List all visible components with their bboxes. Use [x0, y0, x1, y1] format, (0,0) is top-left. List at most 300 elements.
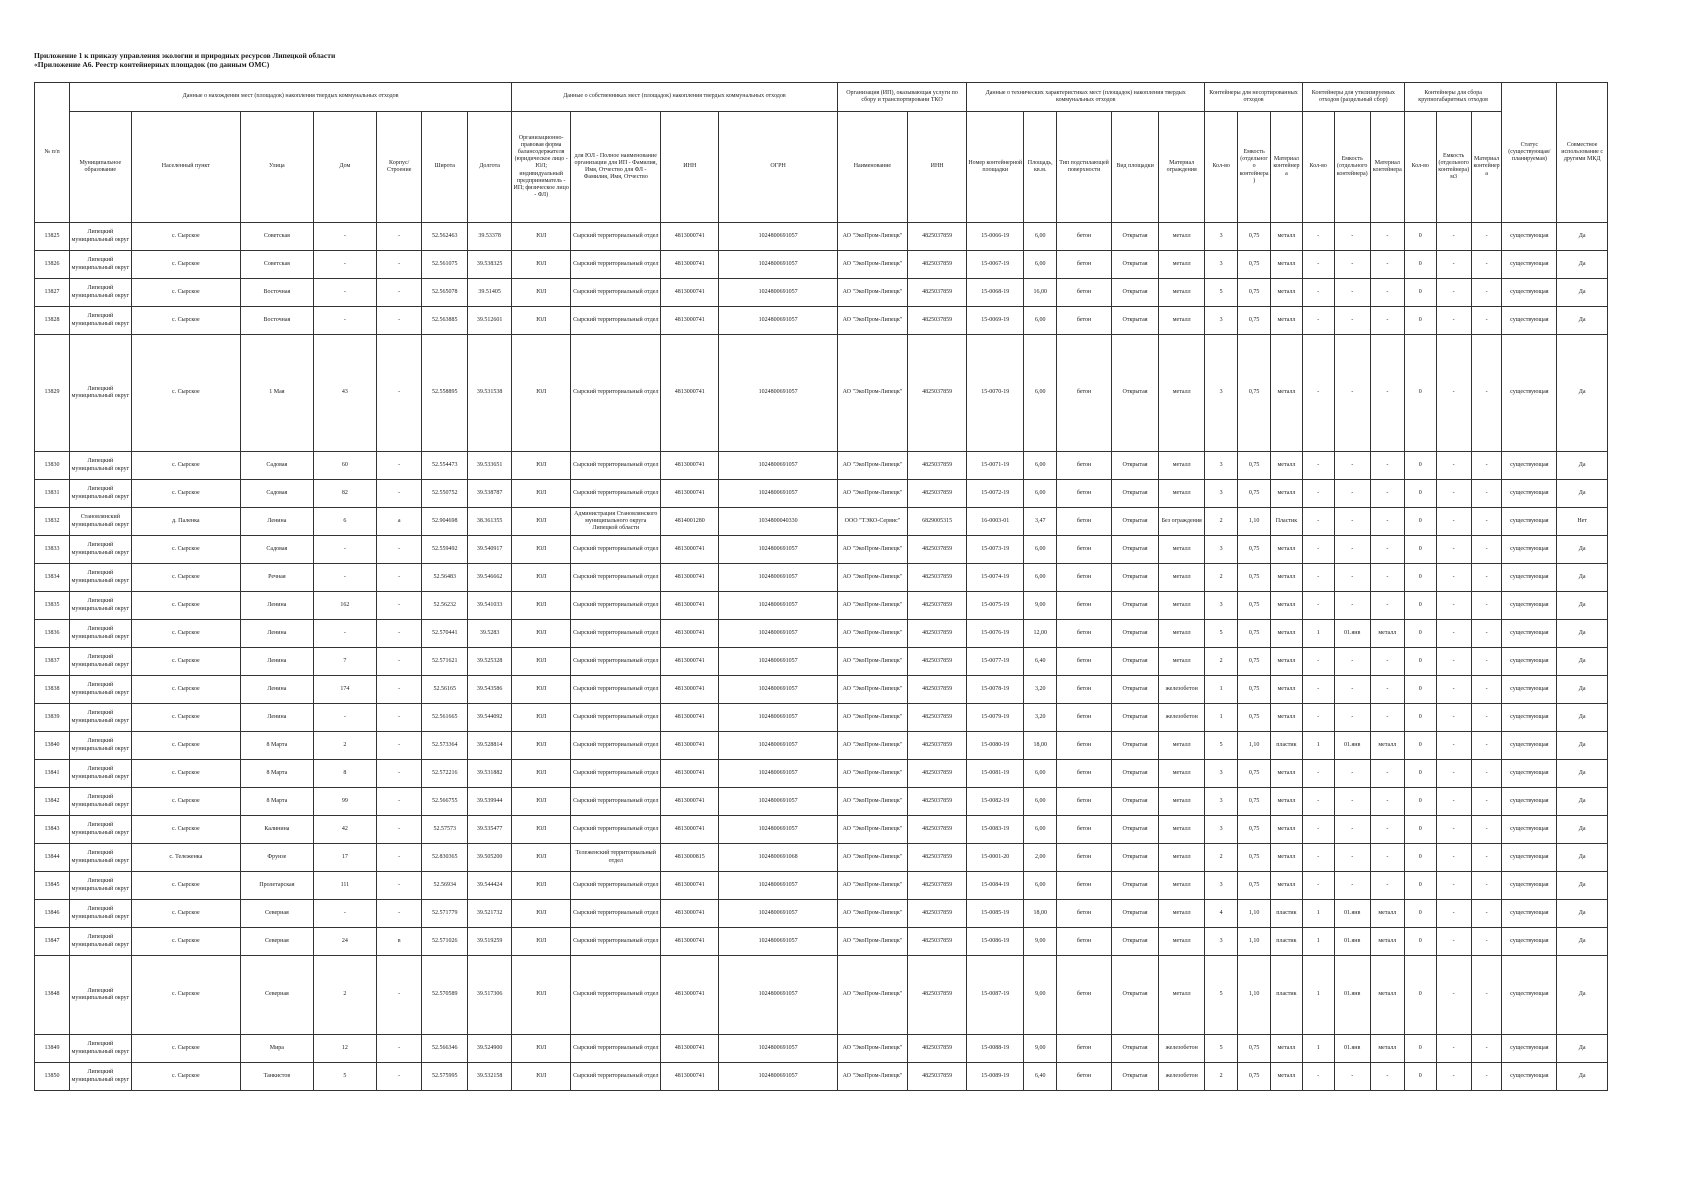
cell-org-form: ЮЛ: [512, 307, 571, 335]
cell-recyclable-mat: -: [1370, 816, 1404, 844]
cell-shared: Да: [1557, 307, 1608, 335]
cell-fence: металл: [1159, 760, 1205, 788]
cell-shared: Да: [1557, 251, 1608, 279]
cell-building: -: [377, 872, 422, 900]
cell-unsorted-mat: металл: [1271, 648, 1303, 676]
table-row: [35, 732, 1608, 760]
cell-shared: Да: [1557, 564, 1608, 592]
cell-ogrn: 1024800691057: [719, 928, 837, 956]
cell-street: 1 Мая: [241, 335, 313, 452]
cell-org-form: ЮЛ: [512, 592, 571, 620]
cell-street: Ленина: [241, 648, 313, 676]
cell-lat: 52.561665: [422, 704, 468, 732]
cell-recyclable-qty: 1: [1302, 620, 1334, 648]
cell-operator-inn: 4825037859: [908, 956, 967, 1035]
cell-municipality: Липецкий муниципальный округ: [70, 732, 131, 760]
cell-settlement: с. Сырское: [131, 1035, 241, 1063]
cell-bulky-mat: -: [1471, 620, 1502, 648]
col-lat: Широта: [422, 112, 468, 223]
cell-recyclable-vol: -: [1334, 788, 1370, 816]
cell-bulky-vol: -: [1436, 956, 1471, 1035]
cell-unsorted-vol: 0,75: [1238, 279, 1271, 307]
cell-recyclable-vol: -: [1334, 536, 1370, 564]
cell-street: Пролетарская: [241, 872, 313, 900]
cell-ogrn: 1024800691057: [719, 676, 837, 704]
cell-bulky-mat: -: [1471, 1063, 1502, 1091]
cell-unsorted-qty: 3: [1205, 307, 1238, 335]
cell-unsorted-mat: металл: [1271, 620, 1303, 648]
cell-municipality: Липецкий муниципальный округ: [70, 816, 131, 844]
cell-recyclable-vol: -: [1334, 508, 1370, 536]
cell-recyclable-vol: -: [1334, 844, 1370, 872]
cell-bulky-vol: -: [1436, 480, 1471, 508]
cell-ogrn: 1024800691057: [719, 760, 837, 788]
cell-unsorted-vol: 0,75: [1238, 335, 1271, 452]
cell-unsorted-vol: 0,75: [1238, 536, 1271, 564]
cell-lat: 52.56232: [422, 592, 468, 620]
cell-house: -: [313, 900, 377, 928]
cell-municipality: Липецкий муниципальный округ: [70, 1063, 131, 1091]
cell-site-type: Открытая: [1111, 1063, 1158, 1091]
cell-bulky-qty: 0: [1404, 564, 1436, 592]
cell-inn: 4813000741: [661, 592, 719, 620]
cell-lon: 39.538325: [468, 251, 512, 279]
cell-municipality: Липецкий муниципальный округ: [70, 564, 131, 592]
cell-area: 9,00: [1024, 1035, 1057, 1063]
cell-area: 6,00: [1024, 335, 1057, 452]
cell-recyclable-mat: -: [1370, 592, 1404, 620]
cell-bulky-mat: -: [1471, 279, 1502, 307]
cell-site-no: 15-0077-19: [967, 648, 1024, 676]
cell-bulky-qty: 0: [1404, 335, 1436, 452]
cell-municipality: Липецкий муниципальный округ: [70, 223, 131, 251]
cell-bulky-qty: 0: [1404, 251, 1436, 279]
cell-bulky-vol: -: [1436, 872, 1471, 900]
col-unsorted-vol: Емкость (отдельного контейнера): [1238, 112, 1271, 223]
cell-fence: металл: [1159, 335, 1205, 452]
cell-operator-inn: 4825037859: [908, 844, 967, 872]
cell-num: 13844: [35, 844, 70, 872]
cell-surface: бетон: [1057, 335, 1112, 452]
cell-recyclable-qty: -: [1302, 676, 1334, 704]
header-row-groups: [35, 83, 1608, 112]
cell-unsorted-vol: 0,75: [1238, 872, 1271, 900]
cell-unsorted-qty: 5: [1205, 279, 1238, 307]
col-bulky-mat: Материал контейнера: [1471, 112, 1502, 223]
cell-unsorted-mat: пластик: [1271, 928, 1303, 956]
cell-lon: 39.546662: [468, 564, 512, 592]
cell-house: 17: [313, 844, 377, 872]
table-row: [35, 307, 1608, 335]
cell-site-type: Открытая: [1111, 872, 1158, 900]
col-bulky-vol: Емкость (отдельного контейнера) м3: [1436, 112, 1471, 223]
cell-owner-name: Сырский территориальный отдел: [571, 648, 661, 676]
cell-building: -: [377, 648, 422, 676]
cell-bulky-mat: -: [1471, 872, 1502, 900]
cell-status: существующая: [1502, 592, 1557, 620]
cell-unsorted-vol: 1,10: [1238, 928, 1271, 956]
cell-operator-name: АО "ЭкоПром-Липецк": [837, 928, 907, 956]
cell-bulky-mat: -: [1471, 452, 1502, 480]
cell-recyclable-vol: -: [1334, 816, 1370, 844]
cell-unsorted-vol: 0,75: [1238, 704, 1271, 732]
cell-recyclable-qty: -: [1302, 564, 1334, 592]
cell-org-form: ЮЛ: [512, 732, 571, 760]
cell-num: 13835: [35, 592, 70, 620]
cell-lat: 52.570441: [422, 620, 468, 648]
cell-owner-name: Сырский территориальный отдел: [571, 928, 661, 956]
cell-operator-name: АО "ЭкоПром-Липецк": [837, 307, 907, 335]
group-bulky: Контейнеры для сбора крупногабаритных отходов: [1404, 83, 1502, 112]
cell-lon: 39.53378: [468, 223, 512, 251]
cell-settlement: с. Сырское: [131, 592, 241, 620]
cell-area: 6,00: [1024, 872, 1057, 900]
cell-lat: 52.570589: [422, 956, 468, 1035]
cell-recyclable-vol: -: [1334, 872, 1370, 900]
cell-recyclable-qty: 1: [1302, 900, 1334, 928]
cell-recyclable-mat: металл: [1370, 620, 1404, 648]
cell-operator-inn: 4825037859: [908, 760, 967, 788]
cell-settlement: с. Сырское: [131, 480, 241, 508]
cell-bulky-mat: -: [1471, 1035, 1502, 1063]
cell-bulky-vol: -: [1436, 1035, 1471, 1063]
cell-recyclable-qty: -: [1302, 760, 1334, 788]
cell-recyclable-mat: -: [1370, 508, 1404, 536]
table-row: [35, 900, 1608, 928]
cell-lon: 39.531882: [468, 760, 512, 788]
cell-site-no: 15-0087-19: [967, 956, 1024, 1035]
cell-status: существующая: [1502, 844, 1557, 872]
cell-surface: бетон: [1057, 1063, 1112, 1091]
table-row: [35, 760, 1608, 788]
cell-fence: металл: [1159, 251, 1205, 279]
table-row: [35, 1063, 1608, 1091]
cell-shared: Да: [1557, 928, 1608, 956]
cell-bulky-qty: 0: [1404, 872, 1436, 900]
cell-unsorted-vol: 1,10: [1238, 956, 1271, 1035]
cell-inn: 4813000741: [661, 900, 719, 928]
cell-lat: 52.57573: [422, 816, 468, 844]
cell-bulky-qty: 0: [1404, 1035, 1436, 1063]
cell-ogrn: 1024800691057: [719, 872, 837, 900]
col-unsorted-mat: Материал контейнера: [1271, 112, 1303, 223]
cell-site-type: Открытая: [1111, 900, 1158, 928]
cell-unsorted-qty: 2: [1205, 508, 1238, 536]
table-row: [35, 592, 1608, 620]
cell-building: а: [377, 508, 422, 536]
col-site-type: Вид площадки: [1111, 112, 1158, 223]
cell-status: существующая: [1502, 1035, 1557, 1063]
cell-operator-inn: 4825037859: [908, 251, 967, 279]
cell-site-no: 15-0081-19: [967, 760, 1024, 788]
cell-unsorted-vol: 0,75: [1238, 1063, 1271, 1091]
cell-unsorted-qty: 5: [1205, 1035, 1238, 1063]
cell-operator-name: АО "ЭкоПром-Липецк": [837, 480, 907, 508]
cell-owner-name: Сырский территориальный отдел: [571, 335, 661, 452]
col-num: № п/п: [35, 83, 70, 223]
cell-lat: 52.566755: [422, 788, 468, 816]
col-status: Статус (существующая/ планируемая): [1502, 83, 1557, 223]
cell-municipality: Липецкий муниципальный округ: [70, 335, 131, 452]
cell-unsorted-vol: 0,75: [1238, 816, 1271, 844]
cell-bulky-qty: 0: [1404, 307, 1436, 335]
cell-bulky-qty: 0: [1404, 592, 1436, 620]
cell-recyclable-qty: -: [1302, 592, 1334, 620]
cell-shared: Да: [1557, 704, 1608, 732]
cell-recyclable-qty: -: [1302, 335, 1334, 452]
cell-operator-inn: 4825037859: [908, 900, 967, 928]
cell-bulky-qty: 0: [1404, 704, 1436, 732]
cell-ogrn: 1024800691057: [719, 251, 837, 279]
cell-operator-name: АО "ЭкоПром-Липецк": [837, 956, 907, 1035]
cell-bulky-qty: 0: [1404, 900, 1436, 928]
cell-site-no: 15-0083-19: [967, 816, 1024, 844]
cell-settlement: с. Сырское: [131, 732, 241, 760]
cell-recyclable-mat: металл: [1370, 956, 1404, 1035]
cell-house: -: [313, 251, 377, 279]
cell-operator-inn: 4825037859: [908, 676, 967, 704]
cell-status: существующая: [1502, 928, 1557, 956]
cell-surface: бетон: [1057, 307, 1112, 335]
table-row: [35, 620, 1608, 648]
cell-area: 2,00: [1024, 844, 1057, 872]
cell-recyclable-mat: -: [1370, 452, 1404, 480]
cell-bulky-mat: -: [1471, 564, 1502, 592]
cell-operator-name: АО "ЭкоПром-Липецк": [837, 335, 907, 452]
cell-area: 6,00: [1024, 564, 1057, 592]
cell-site-type: Открытая: [1111, 564, 1158, 592]
cell-surface: бетон: [1057, 452, 1112, 480]
table-row: [35, 676, 1608, 704]
col-building: Корпус/Строение: [377, 112, 422, 223]
col-unsorted-qty: Кол-во: [1205, 112, 1238, 223]
cell-recyclable-vol: -: [1334, 1063, 1370, 1091]
cell-recyclable-qty: -: [1302, 279, 1334, 307]
cell-ogrn: 1024800691057: [719, 732, 837, 760]
cell-recyclable-mat: -: [1370, 279, 1404, 307]
cell-inn: 4813000741: [661, 704, 719, 732]
cell-lat: 52.559492: [422, 536, 468, 564]
cell-street: Ленина: [241, 620, 313, 648]
cell-bulky-mat: -: [1471, 536, 1502, 564]
cell-site-no: 15-0086-19: [967, 928, 1024, 956]
cell-inn: 4813000741: [661, 1063, 719, 1091]
table-row: [35, 788, 1608, 816]
registry-table: [34, 82, 1608, 1091]
cell-site-type: Открытая: [1111, 307, 1158, 335]
cell-surface: бетон: [1057, 508, 1112, 536]
cell-house: 82: [313, 480, 377, 508]
cell-house: 111: [313, 872, 377, 900]
cell-unsorted-qty: 2: [1205, 564, 1238, 592]
cell-house: 162: [313, 592, 377, 620]
cell-municipality: Липецкий муниципальный округ: [70, 251, 131, 279]
col-lon: Долгота: [468, 112, 512, 223]
cell-recyclable-mat: -: [1370, 872, 1404, 900]
cell-status: существующая: [1502, 788, 1557, 816]
cell-bulky-mat: -: [1471, 251, 1502, 279]
cell-lon: 39.541033: [468, 592, 512, 620]
cell-bulky-vol: -: [1436, 452, 1471, 480]
cell-operator-inn: 4825037859: [908, 1035, 967, 1063]
cell-fence: металл: [1159, 956, 1205, 1035]
cell-inn: 4813000741: [661, 564, 719, 592]
cell-surface: бетон: [1057, 788, 1112, 816]
cell-recyclable-qty: -: [1302, 704, 1334, 732]
cell-lon: 39.5283: [468, 620, 512, 648]
group-tech: Данные о технических характеристиках мест (площадок) накопления твердых коммунальных отходов: [967, 83, 1205, 112]
cell-operator-inn: 4825037859: [908, 928, 967, 956]
cell-lat: 52.566346: [422, 1035, 468, 1063]
cell-operator-name: АО "ЭкоПром-Липецк": [837, 760, 907, 788]
cell-settlement: с. Сырское: [131, 760, 241, 788]
cell-house: 174: [313, 676, 377, 704]
cell-lat: 52.575995: [422, 1063, 468, 1091]
cell-inn: 4813000741: [661, 676, 719, 704]
cell-settlement: с. Сырское: [131, 452, 241, 480]
cell-fence: металл: [1159, 536, 1205, 564]
cell-shared: Да: [1557, 816, 1608, 844]
cell-owner-name: Тележенский территориальный отдел: [571, 844, 661, 872]
cell-recyclable-mat: -: [1370, 648, 1404, 676]
cell-lon: 39.512601: [468, 307, 512, 335]
cell-bulky-qty: 0: [1404, 956, 1436, 1035]
title-line-1: Приложение 1 к приказу управления экологии и природных ресурсов Липецкой области: [34, 51, 336, 60]
cell-unsorted-qty: 3: [1205, 452, 1238, 480]
cell-settlement: с. Сырское: [131, 620, 241, 648]
cell-recyclable-mat: -: [1370, 480, 1404, 508]
cell-building: в: [377, 928, 422, 956]
cell-unsorted-qty: 2: [1205, 648, 1238, 676]
cell-shared: Да: [1557, 536, 1608, 564]
cell-bulky-mat: -: [1471, 928, 1502, 956]
cell-site-no: 15-0080-19: [967, 732, 1024, 760]
cell-municipality: Липецкий муниципальный округ: [70, 928, 131, 956]
cell-recyclable-vol: -: [1334, 676, 1370, 704]
cell-street: Калинина: [241, 816, 313, 844]
cell-site-no: 15-0079-19: [967, 704, 1024, 732]
cell-house: 24: [313, 928, 377, 956]
col-house: Дом: [313, 112, 377, 223]
cell-recyclable-vol: -: [1334, 592, 1370, 620]
cell-site-type: Открытая: [1111, 928, 1158, 956]
cell-bulky-qty: 0: [1404, 480, 1436, 508]
cell-operator-name: АО "ЭкоПром-Липецк": [837, 223, 907, 251]
cell-street: Ленина: [241, 676, 313, 704]
cell-settlement: с. Сырское: [131, 900, 241, 928]
cell-bulky-qty: 0: [1404, 648, 1436, 676]
col-municipality: Муниципальное образование: [70, 112, 131, 223]
cell-num: 13838: [35, 676, 70, 704]
cell-operator-name: АО "ЭкоПром-Липецк": [837, 648, 907, 676]
cell-surface: бетон: [1057, 223, 1112, 251]
cell-shared: Да: [1557, 732, 1608, 760]
col-recyclable-qty: Кол-во: [1302, 112, 1334, 223]
cell-site-type: Открытая: [1111, 732, 1158, 760]
cell-unsorted-mat: металл: [1271, 335, 1303, 452]
cell-bulky-vol: -: [1436, 816, 1471, 844]
cell-street: Ленина: [241, 592, 313, 620]
cell-operator-inn: 4825037859: [908, 816, 967, 844]
cell-municipality: Становлянский муниципальный округ: [70, 508, 131, 536]
cell-num: 13846: [35, 900, 70, 928]
cell-unsorted-qty: 3: [1205, 251, 1238, 279]
cell-fence: металл: [1159, 788, 1205, 816]
cell-settlement: с. Сырское: [131, 223, 241, 251]
cell-street: Танкистов: [241, 1063, 313, 1091]
cell-settlement: с. Сырское: [131, 335, 241, 452]
cell-lat: 52.571621: [422, 648, 468, 676]
cell-house: -: [313, 307, 377, 335]
cell-owner-name: Сырский территориальный отдел: [571, 564, 661, 592]
cell-operator-inn: 4825037859: [908, 536, 967, 564]
cell-bulky-vol: -: [1436, 508, 1471, 536]
col-shared: Совместное использование с другими МКД: [1557, 83, 1608, 223]
cell-lon: 39.524900: [468, 1035, 512, 1063]
cell-unsorted-mat: металл: [1271, 564, 1303, 592]
cell-house: 60: [313, 452, 377, 480]
cell-lat: 52.56165: [422, 676, 468, 704]
cell-site-no: 15-0001-20: [967, 844, 1024, 872]
cell-num: 13828: [35, 307, 70, 335]
cell-operator-inn: 4825037859: [908, 564, 967, 592]
cell-unsorted-mat: металл: [1271, 676, 1303, 704]
cell-site-no: 15-0089-19: [967, 1063, 1024, 1091]
cell-site-type: Открытая: [1111, 676, 1158, 704]
cell-operator-inn: 4825037859: [908, 648, 967, 676]
cell-house: -: [313, 279, 377, 307]
cell-bulky-qty: 0: [1404, 788, 1436, 816]
cell-bulky-qty: 0: [1404, 1063, 1436, 1091]
cell-unsorted-mat: металл: [1271, 1063, 1303, 1091]
cell-site-type: Открытая: [1111, 704, 1158, 732]
cell-recyclable-qty: 1: [1302, 1035, 1334, 1063]
cell-unsorted-vol: 0,75: [1238, 620, 1271, 648]
cell-site-no: 15-0082-19: [967, 788, 1024, 816]
cell-site-no: 15-0084-19: [967, 872, 1024, 900]
cell-settlement: д. Паленка: [131, 508, 241, 536]
cell-fence: Без ограждения: [1159, 508, 1205, 536]
cell-recyclable-qty: -: [1302, 452, 1334, 480]
cell-lat: 52.561075: [422, 251, 468, 279]
cell-site-type: Открытая: [1111, 480, 1158, 508]
cell-operator-name: АО "ЭкоПром-Липецк": [837, 536, 907, 564]
cell-settlement: с. Сырское: [131, 1063, 241, 1091]
cell-bulky-qty: 0: [1404, 279, 1436, 307]
cell-recyclable-qty: -: [1302, 223, 1334, 251]
col-settlement: Населенный пункт: [131, 112, 241, 223]
cell-inn: 4813000815: [661, 844, 719, 872]
col-operator-name: Наименование: [837, 112, 907, 223]
cell-shared: Да: [1557, 844, 1608, 872]
cell-num: 13840: [35, 732, 70, 760]
cell-status: существующая: [1502, 251, 1557, 279]
cell-recyclable-qty: 1: [1302, 732, 1334, 760]
cell-street: Садовая: [241, 452, 313, 480]
cell-status: существующая: [1502, 307, 1557, 335]
title-line-2: «Приложение А6. Реестр контейнерных площадок (по данным ОМС): [34, 60, 270, 69]
cell-owner-name: Сырский территориальный отдел: [571, 760, 661, 788]
cell-status: существующая: [1502, 872, 1557, 900]
cell-org-form: ЮЛ: [512, 452, 571, 480]
cell-street: Садовая: [241, 536, 313, 564]
cell-area: 18,00: [1024, 900, 1057, 928]
cell-unsorted-mat: металл: [1271, 279, 1303, 307]
cell-street: Северная: [241, 900, 313, 928]
cell-operator-inn: 6829005315: [908, 508, 967, 536]
cell-status: существующая: [1502, 816, 1557, 844]
document-title: [34, 51, 335, 69]
